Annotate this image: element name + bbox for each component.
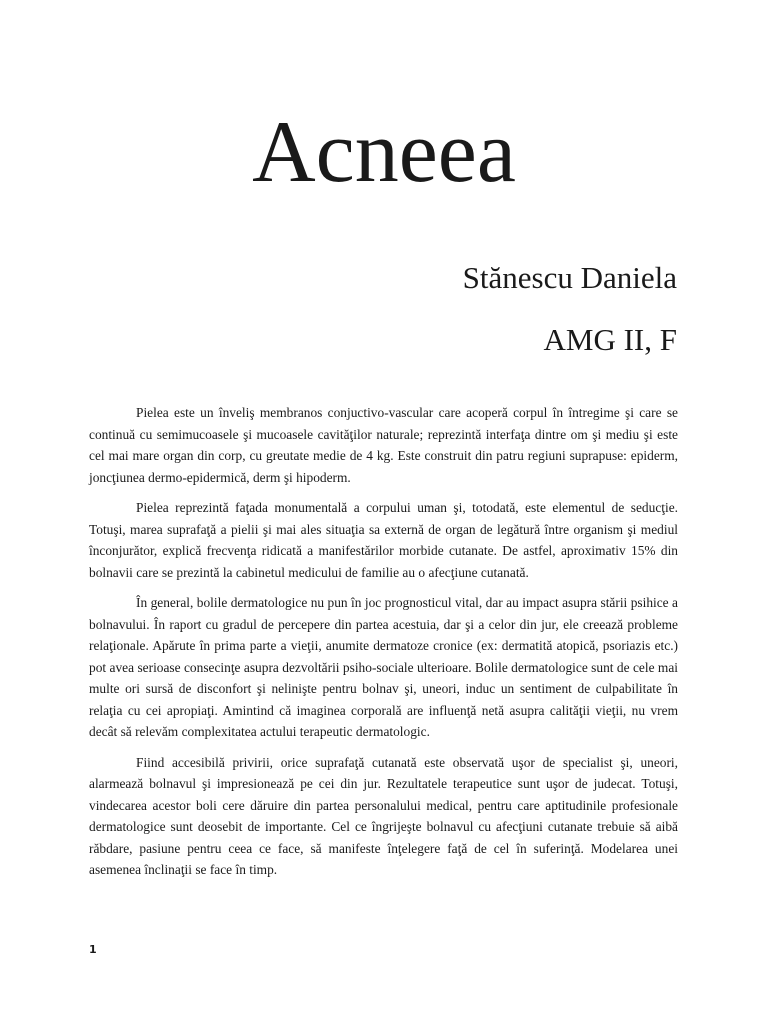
paragraph-2: Pielea reprezintă faţada monumentală a corpului uman şi, totodată, este elementul de seducţie. Totuşi, marea suprafaţă a pielii şi mai ales situaţia sa externă de organ de legătură între organism şi mediul înconjurător, explică frecvenţa ridicată a manifestărilor morbide cutanate. De astfel, aproximativ 15% din bolnavii care se prezintă la cabinetul medicului de familie au o afecţiune cutanată.: [89, 500, 678, 580]
page-number: 1: [89, 943, 97, 956]
paragraph-3: În general, bolile dermatologice nu pun în joc prognosticul vital, dar au impact asupra stării psihice a bolnavului. În raport cu gradul de percepere din partea acestuia, dar şi a celor din jur, ele creează probleme relaţionale. Apărute în prima parte a vieţii, anumite dermatoze cronice (ex: dermatită atopică, psoriazis etc.) pot avea serioase consecinţe asupra dezvoltării psiho-sociale ulterioare. Bolile dermatologice sunt de cele mai multe ori sursă de disconfort şi nelinişte pentru bolnav şi, uneori, induc un sentiment de culpabilitate în relaţia cu cei apropiaţi. Amintind că imaginea corporală are influenţă netă asupra calităţii vieţii, nu vrem decât să relevăm complexitatea actului terapeutic dermatologic.: [89, 595, 678, 739]
document-title: Acneea: [252, 104, 516, 201]
author-affiliation: AMG II, F: [543, 322, 677, 357]
paragraph-1: Pielea este un înveliş membranos conjuctivo-vascular care acoperă corpul în întregime şi care se continuă cu semimucoasele şi mucoasele cavităţilor naturale; reprezintă interfaţa dintre om şi mediu şi este cel mai mare organ din corp, cu greutate medie de 4 kg. Este construit din patru regiuni suprapuse: epiderm, joncţiunea dermo-epidermică, derm şi hipoderm.: [89, 405, 678, 485]
document-body: [89, 402, 678, 890]
paragraph-4: Fiind accesibilă privirii, orice suprafaţă cutanată este observată uşor de specialist şi, uneori, alarmează bolnavul şi impresionează pe cei din jur. Rezultatele terapeutice sunt uşor de judecat. Totuşi, vindecarea acestor boli cere dăruire din partea personalului medical, pentru care aptitudinile profesionale dermatologice sunt deosebit de importante. Cel ce îngrijeşte bolnavul cu afecţiuni cutanate trebuie să aibă răbdare, pasiune pentru ceea ce face, să manifeste înţelegere faţă de cel în suferinţă. Modelarea unei asemenea înclinaţii se face în timp.: [89, 754, 678, 877]
author-name: Stănescu Daniela: [462, 260, 677, 295]
